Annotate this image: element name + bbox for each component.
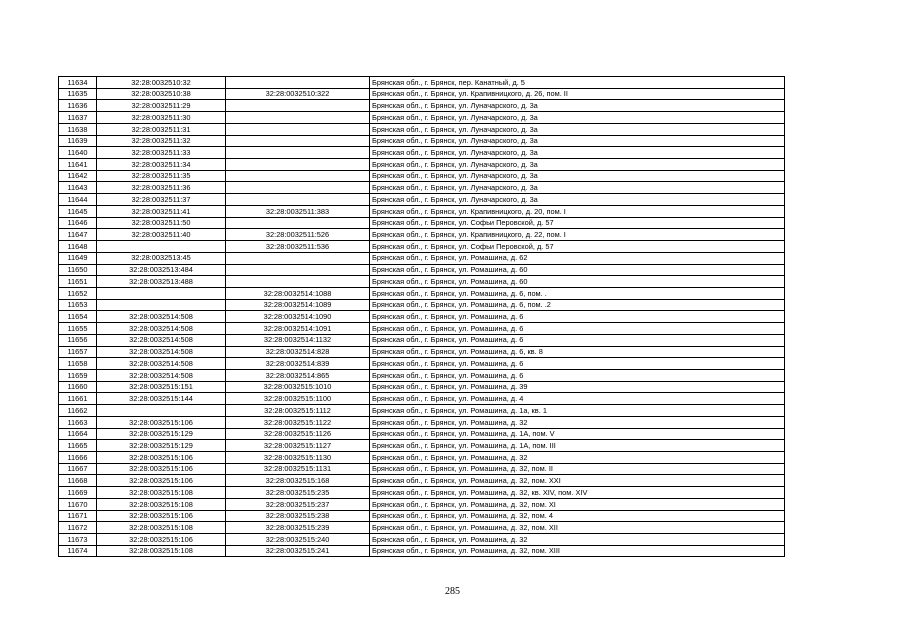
land-cadastral-number-cell: 32:28:0032515:108 [97, 522, 226, 534]
land-cadastral-number-cell: 32:28:0032511:33 [97, 147, 226, 159]
table-row [59, 487, 785, 499]
address-cell: Брянская обл., г. Брянск, ул. Ромашина, д. 32, кв. XIV, пом. XIV [370, 487, 785, 499]
row-number-cell: 11672 [59, 522, 97, 534]
table-row [59, 123, 785, 135]
row-number-cell: 11659 [59, 369, 97, 381]
land-cadastral-number-cell: 32:28:0032511:37 [97, 194, 226, 206]
address-cell: Брянская обл., г. Брянск, ул. Ромашина, д. 1а, кв. 1 [370, 405, 785, 417]
row-number-cell: 11641 [59, 159, 97, 171]
row-number-cell: 11663 [59, 416, 97, 428]
land-cadastral-number-cell: 32:28:0032511:36 [97, 182, 226, 194]
address-cell: Брянская обл., г. Брянск, ул. Ромашина, д. 6, кв. 8 [370, 346, 785, 358]
land-cadastral-number-cell: 32:28:0032515:108 [97, 487, 226, 499]
land-cadastral-number-cell: 32:28:0032514:508 [97, 323, 226, 335]
row-number-cell: 11674 [59, 545, 97, 557]
table-row [59, 463, 785, 475]
address-cell: Брянская обл., г. Брянск, ул. Ромашина, д. 62 [370, 252, 785, 264]
row-number-cell: 11667 [59, 463, 97, 475]
table-row [59, 147, 785, 159]
building-cadastral-number-cell: 32:28:0032514:1088 [226, 287, 370, 299]
table-row [59, 170, 785, 182]
address-cell: Брянская обл., г. Брянск, ул. Луначарского, д. 3а [370, 159, 785, 171]
building-cadastral-number-cell: 32:28:0032515:1010 [226, 381, 370, 393]
address-cell: Брянская обл., г. Брянск, ул. Луначарского, д. 3а [370, 170, 785, 182]
building-cadastral-number-cell [226, 264, 370, 276]
address-cell: Брянская обл., г. Брянск, ул. Ромашина, д. 1А, пом. V [370, 428, 785, 440]
row-number-cell: 11651 [59, 276, 97, 288]
table-row [59, 522, 785, 534]
land-cadastral-number-cell [97, 287, 226, 299]
row-number-cell: 11649 [59, 252, 97, 264]
table-row [59, 416, 785, 428]
table-row [59, 88, 785, 100]
land-cadastral-number-cell: 32:28:0032515:106 [97, 534, 226, 546]
land-cadastral-number-cell: 32:28:0032513:488 [97, 276, 226, 288]
row-number-cell: 11661 [59, 393, 97, 405]
table-row [59, 381, 785, 393]
table-row [59, 323, 785, 335]
address-cell: Брянская обл., г. Брянск, ул. Ромашина, д. 6 [370, 358, 785, 370]
row-number-cell: 11645 [59, 205, 97, 217]
table-row [59, 159, 785, 171]
table-row [59, 252, 785, 264]
building-cadastral-number-cell: 32:28:0032515:1131 [226, 463, 370, 475]
building-cadastral-number-cell [226, 123, 370, 135]
address-cell: Брянская обл., г. Брянск, ул. Ромашина, д. 6, пом. . [370, 287, 785, 299]
building-cadastral-number-cell: 32:28:0032510:322 [226, 88, 370, 100]
land-cadastral-number-cell: 32:28:0032515:106 [97, 452, 226, 464]
address-cell: Брянская обл., г. Брянск, ул. Луначарского, д. 3а [370, 135, 785, 147]
row-number-cell: 11652 [59, 287, 97, 299]
land-cadastral-number-cell: 32:28:0032515:106 [97, 475, 226, 487]
row-number-cell: 11668 [59, 475, 97, 487]
address-cell: Брянская обл., г. Брянск, ул. Ромашина, д. 32 [370, 416, 785, 428]
table-row [59, 182, 785, 194]
address-cell: Брянская обл., г. Брянск, ул. Ромашина, д. 32 [370, 534, 785, 546]
building-cadastral-number-cell: 32:28:0032515:239 [226, 522, 370, 534]
land-cadastral-number-cell: 32:28:0032511:50 [97, 217, 226, 229]
building-cadastral-number-cell [226, 170, 370, 182]
row-number-cell: 11664 [59, 428, 97, 440]
building-cadastral-number-cell: 32:28:0032515:1127 [226, 440, 370, 452]
table-row [59, 405, 785, 417]
building-cadastral-number-cell: 32:28:0032515:1112 [226, 405, 370, 417]
address-cell: Брянская обл., г. Брянск, ул. Луначарского, д. 3а [370, 112, 785, 124]
address-cell: Брянская обл., г. Брянск, ул. Ромашина, д. 32, пом. XXI [370, 475, 785, 487]
row-number-cell: 11662 [59, 405, 97, 417]
address-cell: Брянская обл., г. Брянск, ул. Луначарского, д. 3а [370, 123, 785, 135]
building-cadastral-number-cell: 32:28:0032514:828 [226, 346, 370, 358]
land-cadastral-number-cell: 32:28:0032515:106 [97, 510, 226, 522]
row-number-cell: 11642 [59, 170, 97, 182]
land-cadastral-number-cell: 32:28:0032515:108 [97, 545, 226, 557]
address-cell: Брянская обл., г. Брянск, ул. Ромашина, д. 1А, пом. III [370, 440, 785, 452]
address-cell: Брянская обл., г. Брянск, ул. Софьи Перовской, д. 57 [370, 241, 785, 253]
land-cadastral-number-cell: 32:28:0032510:38 [97, 88, 226, 100]
table-row [59, 100, 785, 112]
address-cell: Брянская обл., г. Брянск, ул. Ромашина, д. 32, пом. II [370, 463, 785, 475]
building-cadastral-number-cell [226, 100, 370, 112]
row-number-cell: 11637 [59, 112, 97, 124]
row-number-cell: 11639 [59, 135, 97, 147]
table-row [59, 276, 785, 288]
address-cell: Брянская обл., г. Брянск, ул. Ромашина, д. 32 [370, 452, 785, 464]
address-cell: Брянская обл., г. Брянск, ул. Ромашина, д. 6 [370, 369, 785, 381]
address-cell: Брянская обл., г. Брянск, ул. Ромашина, д. 6 [370, 311, 785, 323]
address-cell: Брянская обл., г. Брянск, ул. Ромашина, д. 39 [370, 381, 785, 393]
land-cadastral-number-cell: 32:28:0032515:108 [97, 498, 226, 510]
table-row [59, 217, 785, 229]
address-cell: Брянская обл., г. Брянск, ул. Софьи Перовской, д. 57 [370, 217, 785, 229]
building-cadastral-number-cell: 32:28:0032515:1130 [226, 452, 370, 464]
table-row [59, 440, 785, 452]
land-cadastral-number-cell [97, 299, 226, 311]
table-row [59, 534, 785, 546]
building-cadastral-number-cell: 32:28:0032514:1091 [226, 323, 370, 335]
table-row [59, 112, 785, 124]
land-cadastral-number-cell: 32:28:0032511:40 [97, 229, 226, 241]
table-row [59, 334, 785, 346]
table-row [59, 475, 785, 487]
row-number-cell: 11673 [59, 534, 97, 546]
table-row [59, 545, 785, 557]
table-row [59, 369, 785, 381]
land-cadastral-number-cell: 32:28:0032515:129 [97, 440, 226, 452]
building-cadastral-number-cell: 32:28:0032515:168 [226, 475, 370, 487]
land-cadastral-number-cell: 32:28:0032515:106 [97, 463, 226, 475]
property-register-table [58, 76, 785, 557]
building-cadastral-number-cell: 32:28:0032515:238 [226, 510, 370, 522]
land-cadastral-number-cell: 32:28:0032511:35 [97, 170, 226, 182]
row-number-cell: 11635 [59, 88, 97, 100]
row-number-cell: 11670 [59, 498, 97, 510]
building-cadastral-number-cell [226, 194, 370, 206]
building-cadastral-number-cell [226, 182, 370, 194]
address-cell: Брянская обл., г. Брянск, ул. Крапивницкого, д. 20, пом. I [370, 205, 785, 217]
table-row [59, 393, 785, 405]
row-number-cell: 11647 [59, 229, 97, 241]
land-cadastral-number-cell: 32:28:0032515:129 [97, 428, 226, 440]
register-table-body [59, 77, 785, 557]
building-cadastral-number-cell: 32:28:0032515:240 [226, 534, 370, 546]
table-row [59, 428, 785, 440]
building-cadastral-number-cell: 32:28:0032514:1132 [226, 334, 370, 346]
land-cadastral-number-cell: 32:28:0032513:45 [97, 252, 226, 264]
land-cadastral-number-cell: 32:28:0032514:508 [97, 358, 226, 370]
table-row [59, 510, 785, 522]
page-number: 285 [445, 586, 460, 597]
building-cadastral-number-cell: 32:28:0032515:241 [226, 545, 370, 557]
building-cadastral-number-cell: 32:28:0032514:1090 [226, 311, 370, 323]
row-number-cell: 11658 [59, 358, 97, 370]
address-cell: Брянская обл., г. Брянск, ул. Луначарского, д. 3а [370, 100, 785, 112]
land-cadastral-number-cell: 32:28:0032515:106 [97, 416, 226, 428]
land-cadastral-number-cell: 32:28:0032515:144 [97, 393, 226, 405]
address-cell: Брянская обл., г. Брянск, ул. Крапивницкого, д. 26, пом. II [370, 88, 785, 100]
building-cadastral-number-cell: 32:28:0032515:235 [226, 487, 370, 499]
building-cadastral-number-cell [226, 217, 370, 229]
building-cadastral-number-cell [226, 77, 370, 89]
table-row [59, 241, 785, 253]
row-number-cell: 11648 [59, 241, 97, 253]
building-cadastral-number-cell: 32:28:0032511:526 [226, 229, 370, 241]
table-row [59, 264, 785, 276]
table-row [59, 77, 785, 89]
building-cadastral-number-cell: 32:28:0032514:865 [226, 369, 370, 381]
address-cell: Брянская обл., г. Брянск, пер. Канатный, д. 5 [370, 77, 785, 89]
land-cadastral-number-cell: 32:28:0032514:508 [97, 346, 226, 358]
address-cell: Брянская обл., г. Брянск, ул. Ромашина, д. 6 [370, 323, 785, 335]
building-cadastral-number-cell [226, 159, 370, 171]
table-row [59, 452, 785, 464]
land-cadastral-number-cell: 32:28:0032513:484 [97, 264, 226, 276]
row-number-cell: 11643 [59, 182, 97, 194]
row-number-cell: 11640 [59, 147, 97, 159]
table-row [59, 299, 785, 311]
address-cell: Брянская обл., г. Брянск, ул. Ромашина, д. 32, пом. 4 [370, 510, 785, 522]
land-cadastral-number-cell: 32:28:0032511:32 [97, 135, 226, 147]
land-cadastral-number-cell: 32:28:0032511:30 [97, 112, 226, 124]
land-cadastral-number-cell: 32:28:0032515:151 [97, 381, 226, 393]
row-number-cell: 11660 [59, 381, 97, 393]
row-number-cell: 11657 [59, 346, 97, 358]
row-number-cell: 11636 [59, 100, 97, 112]
land-cadastral-number-cell: 32:28:0032514:508 [97, 311, 226, 323]
address-cell: Брянская обл., г. Брянск, ул. Ромашина, д. 32, пом. XII [370, 522, 785, 534]
table-row [59, 229, 785, 241]
land-cadastral-number-cell [97, 241, 226, 253]
table-row [59, 205, 785, 217]
row-number-cell: 11656 [59, 334, 97, 346]
row-number-cell: 11654 [59, 311, 97, 323]
table-row [59, 194, 785, 206]
land-cadastral-number-cell: 32:28:0032514:508 [97, 334, 226, 346]
row-number-cell: 11650 [59, 264, 97, 276]
building-cadastral-number-cell: 32:28:0032511:536 [226, 241, 370, 253]
row-number-cell: 11671 [59, 510, 97, 522]
land-cadastral-number-cell [97, 405, 226, 417]
land-cadastral-number-cell: 32:28:0032511:34 [97, 159, 226, 171]
building-cadastral-number-cell [226, 135, 370, 147]
address-cell: Брянская обл., г. Брянск, ул. Луначарского, д. 3а [370, 182, 785, 194]
address-cell: Брянская обл., г. Брянск, ул. Ромашина, д. 4 [370, 393, 785, 405]
row-number-cell: 11646 [59, 217, 97, 229]
row-number-cell: 11644 [59, 194, 97, 206]
building-cadastral-number-cell: 32:28:0032511:383 [226, 205, 370, 217]
address-cell: Брянская обл., г. Брянск, ул. Луначарского, д. 3а [370, 194, 785, 206]
row-number-cell: 11655 [59, 323, 97, 335]
table-row [59, 498, 785, 510]
table-row [59, 287, 785, 299]
row-number-cell: 11669 [59, 487, 97, 499]
address-cell: Брянская обл., г. Брянск, ул. Ромашина, д. 60 [370, 276, 785, 288]
table-row [59, 135, 785, 147]
building-cadastral-number-cell [226, 112, 370, 124]
address-cell: Брянская обл., г. Брянск, ул. Луначарского, д. 3а [370, 147, 785, 159]
row-number-cell: 11634 [59, 77, 97, 89]
building-cadastral-number-cell: 32:28:0032514:839 [226, 358, 370, 370]
land-cadastral-number-cell: 32:28:0032511:31 [97, 123, 226, 135]
row-number-cell: 11666 [59, 452, 97, 464]
land-cadastral-number-cell: 32:28:0032514:508 [97, 369, 226, 381]
address-cell: Брянская обл., г. Брянск, ул. Ромашина, д. 32, пом. XIII [370, 545, 785, 557]
table-row [59, 358, 785, 370]
building-cadastral-number-cell: 32:28:0032515:237 [226, 498, 370, 510]
address-cell: Брянская обл., г. Брянск, ул. Ромашина, д. 6, пом. .2 [370, 299, 785, 311]
address-cell: Брянская обл., г. Брянск, ул. Ромашина, д. 60 [370, 264, 785, 276]
table-row [59, 311, 785, 323]
building-cadastral-number-cell: 32:28:0032514:1089 [226, 299, 370, 311]
building-cadastral-number-cell: 32:28:0032515:1100 [226, 393, 370, 405]
row-number-cell: 11638 [59, 123, 97, 135]
building-cadastral-number-cell [226, 276, 370, 288]
land-cadastral-number-cell: 32:28:0032510:32 [97, 77, 226, 89]
row-number-cell: 11665 [59, 440, 97, 452]
land-cadastral-number-cell: 32:28:0032511:41 [97, 205, 226, 217]
address-cell: Брянская обл., г. Брянск, ул. Крапивницкого, д. 22, пом. I [370, 229, 785, 241]
building-cadastral-number-cell: 32:28:0032515:1122 [226, 416, 370, 428]
land-cadastral-number-cell: 32:28:0032511:29 [97, 100, 226, 112]
address-cell: Брянская обл., г. Брянск, ул. Ромашина, д. 32, пом. XI [370, 498, 785, 510]
building-cadastral-number-cell [226, 252, 370, 264]
row-number-cell: 11653 [59, 299, 97, 311]
building-cadastral-number-cell: 32:28:0032515:1126 [226, 428, 370, 440]
table-row [59, 346, 785, 358]
building-cadastral-number-cell [226, 147, 370, 159]
address-cell: Брянская обл., г. Брянск, ул. Ромашина, д. 6 [370, 334, 785, 346]
